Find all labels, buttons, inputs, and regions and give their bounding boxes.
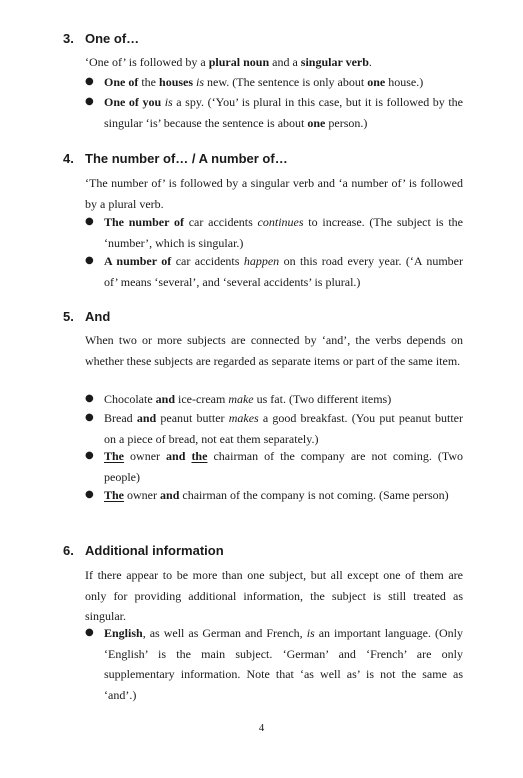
list-item: ● The number of car accidents continues to increase. (The subject is the ‘number’, which is singular.) [85,212,463,253]
bullet-icon: ● [85,96,94,107]
list-item: ● The owner and chairman of the company is not coming. (Same person) [85,485,463,506]
section-6-intro: If there appear to be more than one subject, but all except one of them are only for providing additional information, the subject is still treated as singular. [85,568,463,623]
list-item: ● The owner and the chairman of the company are not coming. (Two people) [85,446,463,487]
page-number: 4 [258,722,265,734]
list-item: ● English, as well as German and French, is an important language. (Only ‘English’ is the main subject. ‘German’ and ‘French’ are only supplementary information. Note that ‘as well as’ is not the same as ‘and’.) [85,623,463,705]
list-item: ● A number of car accidents happen on this road every year. (‘A number of’ means ‘several’, and ‘several accidents’ is plural.) [85,251,463,292]
section-4-intro: ‘The number of’ is followed by a singular verb and ‘a number of’ is followed by a plural verb. [85,176,463,211]
list-item: ● One of you is a spy. (‘You’ is plural in this case, but it is followed by the singular ‘is’ because the sentence is about one person.) [85,92,463,133]
section-heading-6: 6. Additional information [63,543,224,558]
bullet-icon: ● [85,255,94,266]
bullet-icon: ● [85,489,94,500]
bullet-icon: ● [85,216,94,227]
list-item: ● Bread and peanut butter makes a good breakfast. (You put peanut butter on a piece of bread, not eat them separately.) [85,408,463,449]
section-heading-5: 5. And [63,309,111,324]
bullet-icon: ● [85,627,94,638]
bullet-icon: ● [85,76,94,87]
section-5-intro: When two or more subjects are connected by ‘and’, the verbs depends on whether these subjects are regarded as separate items or part of the same item. [85,333,463,368]
section-heading-4: 4. The number of… / A number of… [63,151,288,166]
bullet-icon: ● [85,393,94,404]
section-heading-3: 3. One of… [63,31,140,46]
list-item: ● One of the houses is new. (The sentence is only about one house.) [85,72,463,93]
bullet-icon: ● [85,450,94,461]
list-item: ● Chocolate and ice-cream make us fat. (Two different items) [85,389,463,410]
section-3-intro: ‘One of’ is followed by a plural noun and a singular verb. [85,55,372,69]
bullet-icon: ● [85,412,94,423]
